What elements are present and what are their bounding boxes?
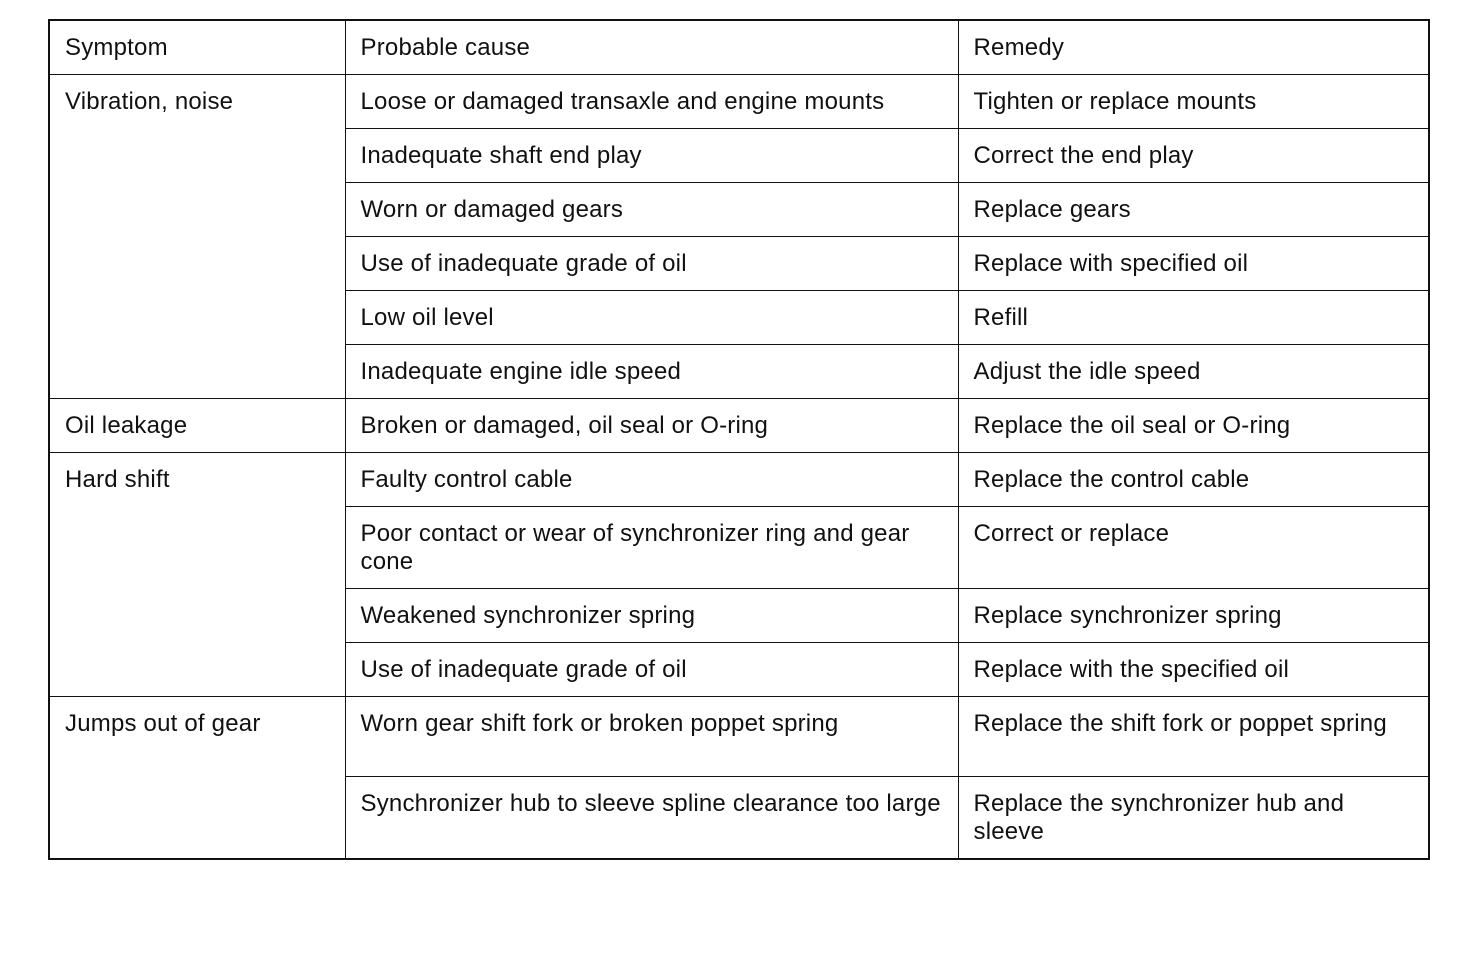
cause-cell: Low oil level	[345, 291, 958, 345]
remedy-cell: Replace with the specified oil	[958, 643, 1429, 697]
remedy-cell: Replace the shift fork or poppet spring	[958, 697, 1429, 777]
cause-cell: Worn gear shift fork or broken poppet spring	[345, 697, 958, 777]
header-probable-cause: Probable cause	[345, 20, 958, 75]
remedy-cell: Replace synchronizer spring	[958, 589, 1429, 643]
remedy-cell: Adjust the idle speed	[958, 345, 1429, 399]
remedy-cell: Refill	[958, 291, 1429, 345]
cause-cell: Use of inadequate grade of oil	[345, 643, 958, 697]
remedy-cell: Replace the oil seal or O-ring	[958, 399, 1429, 453]
table-row	[49, 453, 1429, 507]
table-row	[49, 697, 1429, 777]
remedy-cell: Replace the synchronizer hub and sleeve	[958, 777, 1429, 860]
cause-cell: Use of inadequate grade of oil	[345, 237, 958, 291]
remedy-cell: Replace gears	[958, 183, 1429, 237]
table-row	[49, 75, 1429, 129]
troubleshooting-table	[48, 19, 1430, 860]
symptom-cell: Oil leakage	[49, 399, 345, 453]
symptom-cell: Jumps out of gear	[49, 697, 345, 860]
cause-cell: Broken or damaged, oil seal or O-ring	[345, 399, 958, 453]
remedy-cell: Replace with specified oil	[958, 237, 1429, 291]
cause-cell: Faulty control cable	[345, 453, 958, 507]
cause-cell: Synchronizer hub to sleeve spline clearance too large	[345, 777, 958, 860]
remedy-cell: Tighten or replace mounts	[958, 75, 1429, 129]
cause-cell: Poor contact or wear of synchronizer ring and gear cone	[345, 507, 958, 589]
table-row	[49, 399, 1429, 453]
header-symptom: Symptom	[49, 20, 345, 75]
remedy-cell: Correct or replace	[958, 507, 1429, 589]
header-remedy: Remedy	[958, 20, 1429, 75]
symptom-cell: Vibration, noise	[49, 75, 345, 399]
cause-cell: Worn or damaged gears	[345, 183, 958, 237]
cause-cell: Loose or damaged transaxle and engine mounts	[345, 75, 958, 129]
symptom-cell: Hard shift	[49, 453, 345, 697]
cause-cell: Inadequate engine idle speed	[345, 345, 958, 399]
cause-cell: Inadequate shaft end play	[345, 129, 958, 183]
remedy-cell: Correct the end play	[958, 129, 1429, 183]
cause-cell: Weakened synchronizer spring	[345, 589, 958, 643]
remedy-cell: Replace the control cable	[958, 453, 1429, 507]
header-row	[49, 20, 1429, 75]
